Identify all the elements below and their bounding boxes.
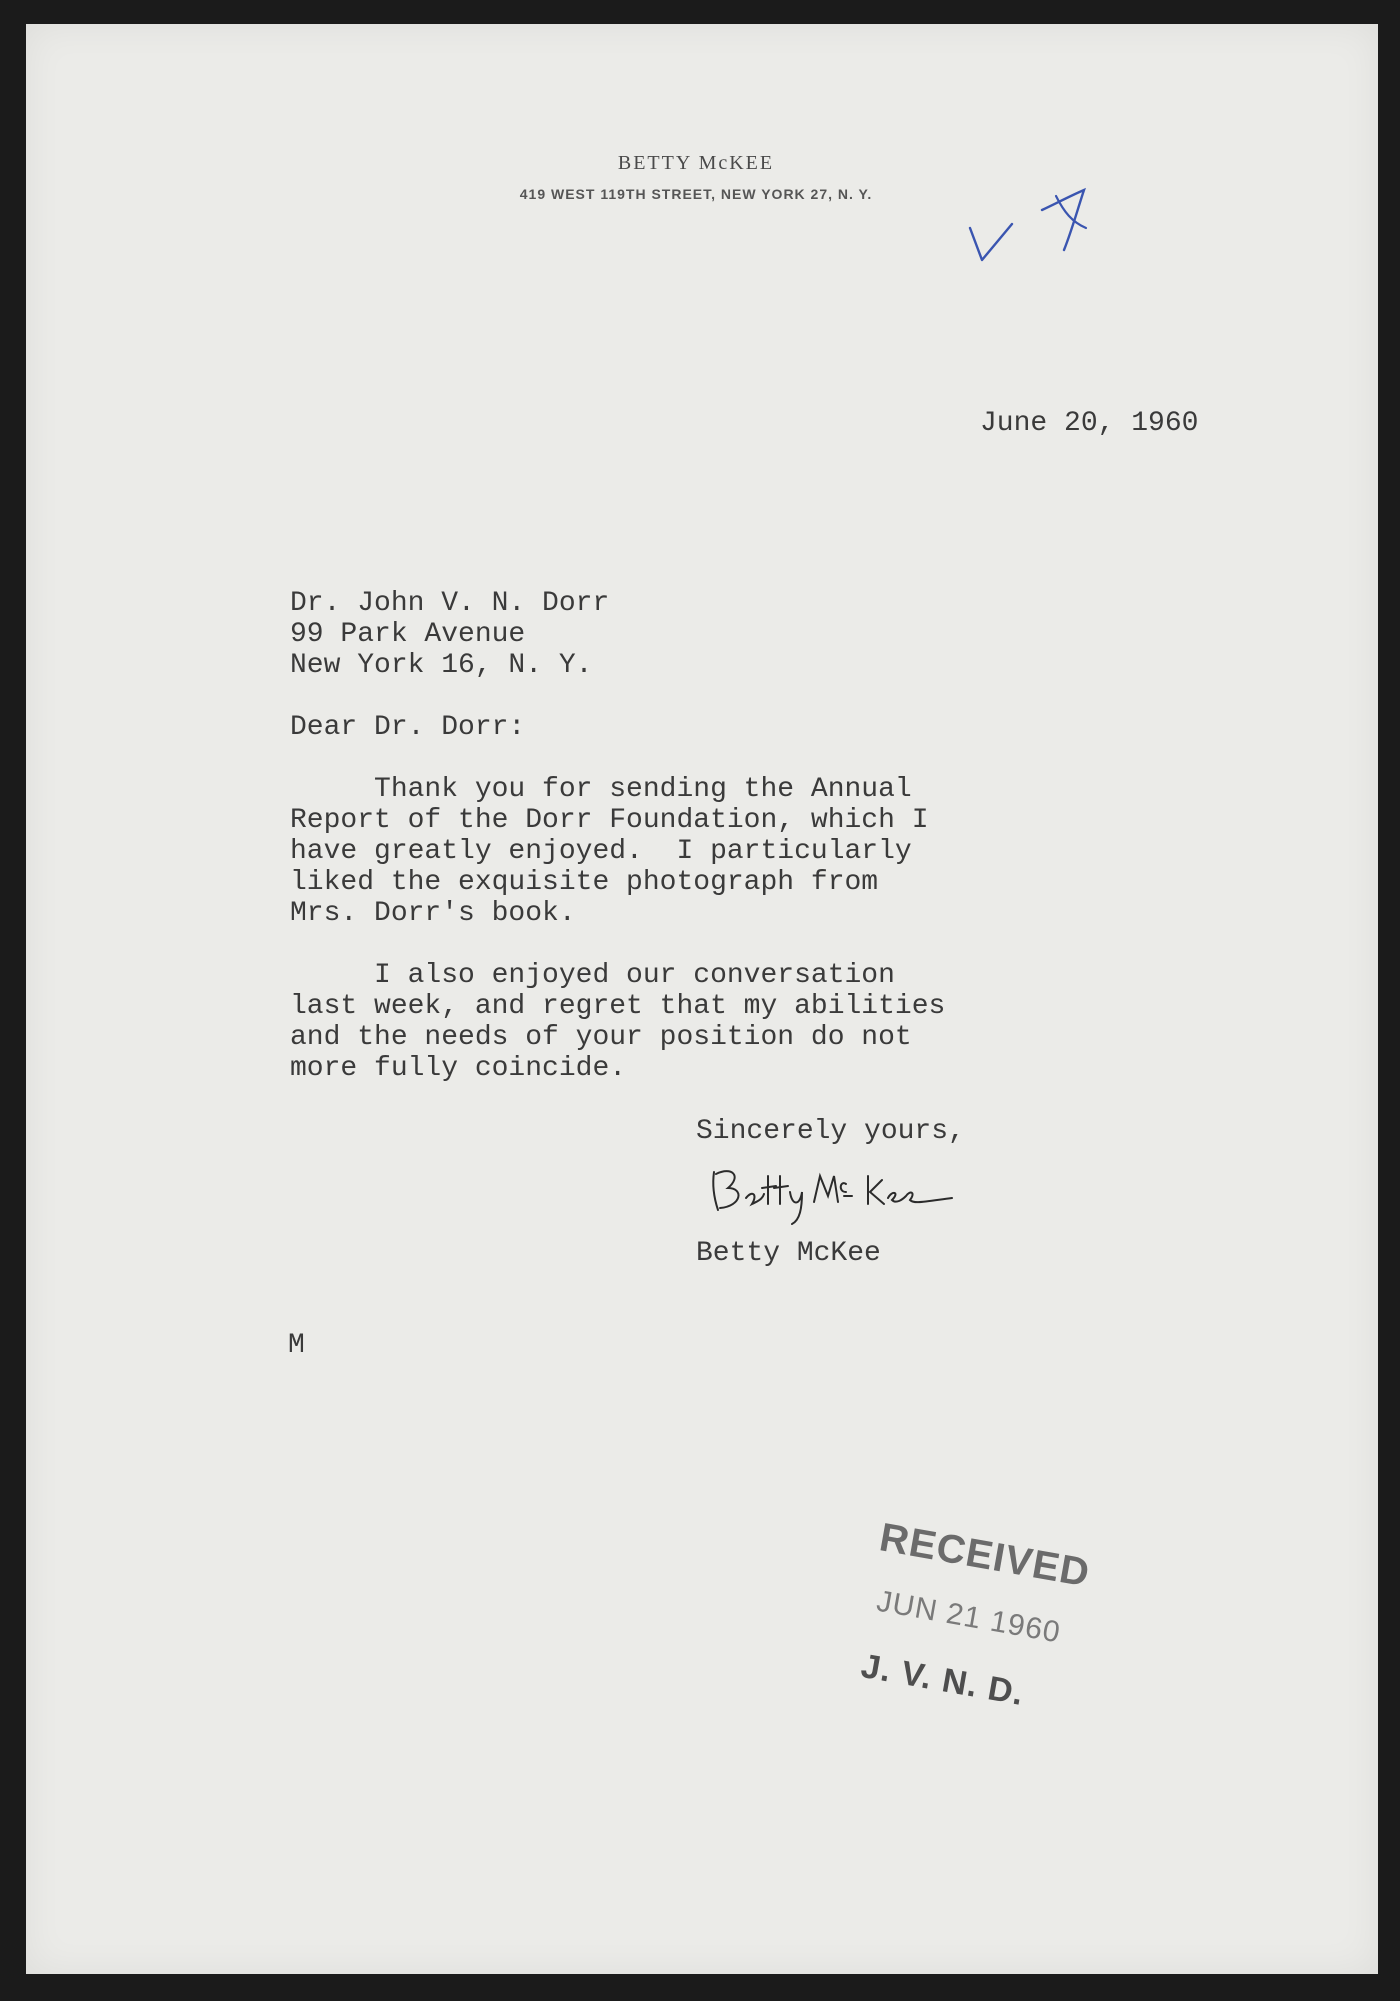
letter-date: June 20, 1960	[980, 408, 1199, 439]
body-line: liked the exquisite photograph from	[290, 867, 879, 898]
salutation: Dear Dr. Dorr:	[290, 712, 526, 743]
recipient-line: 99 Park Avenue	[290, 619, 526, 650]
body-line: Thank you for sending the Annual	[290, 774, 912, 805]
stamp-date: JUN 21 1960	[874, 1584, 1064, 1650]
typed-signature-name: Betty McKee	[696, 1238, 881, 1269]
handwritten-signature	[706, 1158, 956, 1228]
body-line: have greatly enjoyed. I particularly	[290, 836, 912, 867]
body-line: and the needs of your position do not	[290, 1022, 912, 1053]
recipient-line: Dr. John V. N. Dorr	[290, 588, 610, 619]
body-line: Mrs. Dorr's book.	[290, 898, 576, 929]
stamp-initials: J. V. N. D.	[858, 1647, 1028, 1714]
body-paragraph-1	[290, 774, 929, 929]
stamp-received: RECEIVED	[876, 1515, 1094, 1596]
recipient-address	[290, 588, 609, 681]
handwritten-check-mark	[960, 168, 1120, 278]
body-line: more fully coincide.	[290, 1053, 627, 1084]
typist-initial: M	[288, 1330, 305, 1361]
body-paragraph-2	[290, 960, 945, 1084]
body-line: last week, and regret that my abilities	[290, 991, 946, 1022]
closing: Sincerely yours,	[696, 1116, 965, 1147]
body-line: Report of the Dorr Foundation, which I	[290, 805, 929, 836]
body-line: I also enjoyed our conversation	[290, 960, 895, 991]
received-stamp	[846, 1512, 1106, 1742]
recipient-line: New York 16, N. Y.	[290, 650, 593, 681]
letterhead-address: 419 WEST 119TH STREET, NEW YORK 27, N. Y.	[519, 186, 873, 202]
letterhead-name: BETTY McKEE	[617, 152, 775, 174]
